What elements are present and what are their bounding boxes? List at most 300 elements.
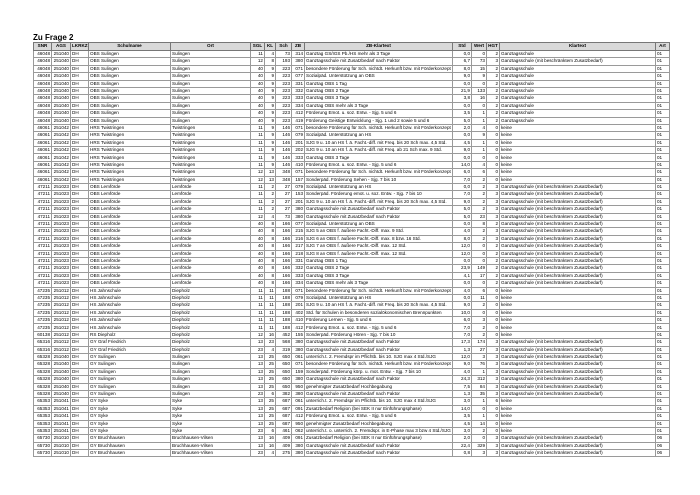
table-cell: 40 [251,228,265,235]
table-row [34,361,670,368]
page-title: Zu Frage 2 [33,33,74,42]
table-cell: besondere Förderung für Sch. nichtdt. Herkunft bzw. mit Förderkonzept [306,65,451,71]
table-cell: 47211 [34,243,52,250]
table-cell: keine [500,169,656,176]
table-cell: 079 [292,184,305,191]
table-cell: 65328 [34,368,52,375]
table-cell: 0 [472,405,487,412]
table-cell: 65730 [34,442,52,449]
table-cell: 1 [472,139,487,146]
table-cell: DH [71,58,89,65]
table-cell: 8 [265,58,276,65]
table-cell: 2 [487,80,500,87]
table-cell: Ganztagsschule (mit beschränktem Zusatzbedarf) [500,435,656,442]
table-cell: Lemförde [171,280,251,287]
table-cell: 13 [265,176,276,183]
table-cell: 40 [251,265,265,272]
table-row [34,51,670,58]
table-cell: Sulingen [171,361,251,368]
table-row [34,65,670,72]
table-cell: 0,0 [453,102,472,109]
table-cell: 380 [292,58,305,65]
table-cell: 47211 [34,235,52,242]
table-body [34,51,670,457]
table-cell: 061 [292,398,305,405]
table-cell: 01 [656,191,670,198]
table-cell: 1 [472,110,487,117]
table-cell: SJG 9 u. 10 an HS f. ä. Facht.-diff. mit Freq. bis 20 Sch max. 4,5 Std. [305,139,453,146]
table-cell: 380 [292,206,305,213]
table-row [34,390,670,397]
table-cell: 412 [292,413,305,420]
table-cell: Ganztagsschule (mit beschränktem Zusatzbedarf) [500,450,656,457]
table-cell: 9 [265,132,276,139]
table-cell: 166 [276,250,292,257]
table-cell: GY Graf Friedrich [89,346,171,353]
table-cell: 166 [276,272,292,279]
table-cell: 2 [487,95,500,102]
table-cell: Lemförde [171,243,251,250]
table-cell: 6 [472,169,487,176]
table-cell: Ganztagsschule mit Zusatzbedarf nach Faktor [305,206,453,213]
table-cell: Ganztag OBS 2 Tage [305,265,453,272]
table-cell: 2 [472,198,487,205]
table-cell: 01 [656,161,670,168]
table-row [34,405,670,412]
table-cell: 251023 [52,191,71,198]
table-cell: 4,1 [453,272,472,279]
table-row [34,368,670,375]
table-cell: 251040 [52,110,71,117]
table-cell: 0,0 [453,220,472,227]
table-cell: 73 [276,51,292,58]
table-cell: 40 [251,65,265,72]
table-cell: 13 [251,376,265,383]
table-cell: 46061 [34,132,52,139]
table-cell: 4,5 [453,139,472,146]
table-cell: 0 [472,309,487,316]
table-cell: Ganztagsschule [500,102,656,109]
table-cell: 65328 [34,390,52,397]
table-cell: 9,0 [453,198,472,205]
table-cell: Ganztagsschule mit Zusatzbedarf nach Faktor [305,213,453,220]
table-cell: Ganztagsschule (mit beschränktem Zusatzbedarf) [500,257,656,264]
table-cell: 8 [265,250,276,257]
table-cell: 650 [276,361,292,368]
table-cell: RS Diepholz [89,331,171,338]
table-cell: Sulingen [171,354,251,361]
table-cell: 223 [276,87,292,94]
table-cell: HRS Twistringen [89,139,171,146]
table-cell: 16 [265,442,276,449]
table-cell: 188 [276,302,292,309]
column-header: Sch [276,43,292,51]
table-cell: OBS Lemförde [89,191,171,198]
table-cell: Syke [171,427,251,434]
table-cell: Syke [171,405,251,412]
table-cell: Diepholz [171,339,251,346]
table-cell: 3 [472,317,487,324]
table-cell: 3 [487,198,500,205]
table-cell: 06 [656,450,670,457]
table-cell: 071 [292,65,305,72]
table-cell: 071 [292,169,305,176]
table-cell: 412 [292,110,305,117]
table-cell: 47235 [34,324,52,331]
table-cell: 251041 [52,413,71,420]
table-cell: DH [71,346,89,353]
table-row [34,184,670,191]
table-cell: 46048 [34,110,52,117]
table-cell: 12 [251,213,265,220]
table-cell: DH [71,51,89,58]
table-cell: 01 [656,265,670,272]
table-cell: 0 [487,139,500,146]
table-cell: 166 [276,280,292,287]
table-cell: 25 [265,354,276,361]
table-cell: 215 [292,228,305,235]
table-cell: 47235 [34,309,52,316]
table-cell: Syke [171,398,251,405]
table-cell: 3 [487,390,500,397]
table-cell: DH [71,220,89,227]
table-cell: 2 [472,191,487,198]
table-cell: DH [71,376,89,383]
table-cell: 251042 [52,124,71,131]
table-cell: 251010 [52,450,71,457]
table-cell: 2 [472,302,487,309]
table-cell: 2 [487,257,500,264]
table-cell: 13 [265,169,276,176]
table-cell: 0 [487,420,500,427]
table-cell: 2 [265,206,276,213]
table-row [34,102,670,109]
table-cell: Ganztag OBS 3 Tage [305,272,453,279]
table-cell: 251023 [52,213,71,220]
table-cell: DH [71,450,89,457]
table-cell: 950 [292,420,305,427]
table-cell: DH [71,80,89,87]
table-cell: 3 [472,450,487,457]
table-cell: 251023 [52,250,71,257]
table-cell: 312 [472,376,487,383]
table-cell: 2,0 [453,435,472,442]
table-cell: 65316 [34,339,52,346]
table-row [34,302,670,309]
table-cell: 46048 [34,58,52,65]
table-cell: 46048 [34,73,52,80]
table-cell: DH [71,287,89,294]
table-cell: GY Sulingen [89,376,171,383]
table-cell: Ganztagsschule (mit beschränktem Zusatzbedarf) [500,368,656,375]
table-cell: Ganztagsschule (mit beschränktem Zusatzbedarf) [500,272,656,279]
table-cell: OBS Sulingen [89,51,171,58]
table-cell: 47211 [34,280,52,287]
table-cell: 0 [487,154,500,161]
table-row [34,331,670,338]
table-cell: Sulingen [171,110,251,117]
table-cell: 9 [472,73,487,80]
table-cell: 2 [487,65,500,72]
table-cell: 2 [265,198,276,205]
table-cell: 01 [656,220,670,227]
table-cell: GY Syke [89,420,171,427]
table-cell: 8 [265,272,276,279]
table-cell: Förderung Emot. u. soz. Entw. - Sjg. 5 und 6 [305,110,453,117]
table-cell: Ganztagsschule [500,87,656,94]
table-cell: 166 [276,228,292,235]
table-cell: 091 [292,435,305,442]
table-cell: 47211 [34,191,52,198]
table-cell: 409 [276,442,292,449]
table-cell: Bruchhausen-Vilsen [171,442,251,449]
table-cell: 251012 [52,302,71,309]
table-cell: 5,0 [453,206,472,213]
table-cell: Ganztagsschule [500,51,656,58]
table-cell: keine [500,309,656,316]
table-cell: 65328 [34,383,52,390]
column-header: AGS [52,43,71,51]
table-cell: 11 [265,287,276,294]
table-cell: 11 [251,132,265,139]
table-cell: Förderung Lernen - Sjg. 5 und 6 [305,317,453,324]
table-cell: 46048 [34,95,52,102]
table-cell: DH [71,361,89,368]
table-cell: 251040 [52,102,71,109]
table-cell: 47211 [34,198,52,205]
table-cell: Ganztag OBS 3 Tage [305,95,453,102]
table-cell: 251042 [52,147,71,154]
table-cell: 65316 [34,346,52,353]
table-cell: 47211 [34,265,52,272]
table-cell: 332 [292,87,305,94]
table-cell: 6 [265,390,276,397]
table-cell: 40 [251,235,265,242]
table-cell: 16 [265,331,276,338]
table-cell: 3 [487,191,500,198]
table-cell: 46061 [34,139,52,146]
table-cell: 46061 [34,169,52,176]
table-cell: 9 [265,147,276,154]
table-cell: 47211 [34,184,52,191]
table-cell: OBS Sulingen [89,87,171,94]
table-cell: 13 [251,368,265,375]
table-cell: 65353 [34,427,52,434]
table-cell: DH [71,176,89,183]
table-cell: keine [500,147,656,154]
table-cell: 0 [487,147,500,154]
table-cell: 47211 [34,250,52,257]
table-cell: 01 [656,139,670,146]
table-cell: DH [71,95,89,102]
table-cell: 5,0 [453,213,472,220]
table-cell: Sozialpäd. Unterstützung an OBS [305,220,453,227]
table-cell: 22,4 [453,442,472,449]
column-header: Schulname [89,43,171,51]
table-cell: 251012 [52,339,71,346]
table-cell: 01 [656,398,670,405]
table-cell: 3,8 [453,95,472,102]
table-cell: 251023 [52,228,71,235]
table-cell: DH [71,110,89,117]
table-cell: 3 [487,58,500,65]
table-cell: 25 [265,420,276,427]
table-cell: DH [71,427,89,434]
table-cell: 251040 [52,368,71,375]
table-row [34,198,670,205]
table-cell: DH [71,161,89,168]
table-cell: 25 [265,383,276,390]
table-cell: 11 [472,294,487,301]
table-cell: Ganztagsschule [500,95,656,102]
table-cell: 251010 [52,442,71,449]
table-cell: 251040 [52,73,71,80]
table-cell: 01 [656,302,670,309]
table-cell: 40 [251,87,265,94]
table-row [34,250,670,257]
table-row [34,280,670,287]
table-cell: 2 [487,220,500,227]
table-cell: 11 [251,124,265,131]
table-cell: 251023 [52,272,71,279]
table-cell: 251023 [52,206,71,213]
table-cell: Lemförde [171,206,251,213]
table-cell: 331 [292,80,305,87]
table-cell: 9 [265,80,276,87]
table-cell: Diepholz [171,287,251,294]
table-cell: 13 [251,405,265,412]
table-cell: 01 [656,154,670,161]
table-cell: 46061 [34,124,52,131]
table-cell: 2 [487,243,500,250]
table-cell: 251040 [52,80,71,87]
table-cell: 380 [292,390,305,397]
table-cell: 9 [265,87,276,94]
table-cell: 01 [656,361,670,368]
table-cell: 11 [251,191,265,198]
table-cell: 5,0 [453,117,472,124]
table-cell: Ganztagsschule (mit beschränktem Zusatzbedarf) [500,228,656,235]
table-cell: 01 [656,184,670,191]
table-cell: DH [71,309,89,316]
table-cell: Diepholz [171,346,251,353]
table-cell: Sulingen [171,376,251,383]
table-cell: OBS Sulingen [89,95,171,102]
table-cell: 1 [472,117,487,124]
table-cell: 0 [487,331,500,338]
table-cell: 333 [292,95,305,102]
table-cell: Förderung Geistige Entwicklung - Sjg. 1 und 2 sowie 5 und 6 [305,117,453,124]
table-cell: keine [500,132,656,139]
table-cell: 223 [276,110,292,117]
table-cell: DH [71,383,89,390]
table-cell: 01 [656,250,670,257]
table-cell: SJG 7 an OBS f. äußere Facht.-Diff. max. 12 Std. [305,243,453,250]
table-cell: 01 [656,95,670,102]
table-cell: 251040 [52,58,71,65]
table-cell: 1,3 [453,346,472,353]
table-cell: besondere Förderung für Sch. nichtdt. Herkunft bzw. mit Förderkonzept [306,124,451,130]
table-cell: 40 [251,243,265,250]
table-cell: 3 [487,228,500,235]
table-cell: HS Jahnschule [89,317,171,324]
table-cell: Lemförde [171,235,251,242]
table-cell: 0 [472,280,487,287]
table-cell: 47235 [34,294,52,301]
table-cell: 319 [276,346,292,353]
table-cell: Ganztag OBS mehr als 3 Tage [305,280,453,287]
table-row [34,354,670,361]
table-cell: 9 [472,132,487,139]
table-cell: 1 [472,398,487,405]
table-cell: 12,0 [453,250,472,257]
table-cell: 27 [472,346,487,353]
table-cell: 4 [265,450,276,457]
table-cell: 14,0 [453,161,472,168]
table-cell: 11 [251,147,265,154]
table-cell: Ganztagsschule (mit beschränktem Zusatzbedarf) [500,265,656,272]
table-cell: 11 [251,51,265,58]
table-cell: 3,5 [453,413,472,420]
table-cell: 251040 [52,87,71,94]
table-cell: 47211 [34,206,52,213]
table-cell: 27 [276,184,292,191]
table-cell: 251041 [52,427,71,434]
table-cell: 251040 [52,117,71,124]
table-cell: 14,0 [453,405,472,412]
table-cell: 3 [487,383,500,390]
table-row [34,309,670,316]
table-cell: 251012 [52,309,71,316]
table-row [34,147,670,154]
table-cell: 3 [487,450,500,457]
table-row [34,287,670,294]
table-cell: 25 [265,413,276,420]
table-cell: Ganztagsschule (mit beschränktem Zusatzbedarf) [500,191,656,198]
table-cell: 166 [276,243,292,250]
table-cell: 4,5 [453,420,472,427]
table-cell: keine [500,413,656,420]
table-cell: 1 [472,368,487,375]
table-row [34,206,670,213]
table-cell: 3 [487,339,500,346]
table-cell: unterrich.t. o. unterrich. 2. Fremdspr. in E-Phase max 3 bzw 4 Std./SJG [306,427,451,433]
table-cell: 47235 [34,317,52,324]
table-cell: 4 [472,161,487,168]
table-cell: 0 [472,243,487,250]
table-cell: Sulingen [171,87,251,94]
table-cell: 251042 [52,169,71,176]
table-cell: 188 [276,287,292,294]
table-cell: 11 [251,206,265,213]
table-cell: 0,0 [453,280,472,287]
table-cell: 01 [656,420,670,427]
table-cell: 0 [472,154,487,161]
table-cell: 2 [265,191,276,198]
table-cell: 01 [656,117,670,124]
table-cell: 01 [656,147,670,154]
table-cell: 251012 [52,294,71,301]
table-cell: 01 [656,80,670,87]
table-cell: 188 [276,324,292,331]
table-cell: 01 [656,339,670,346]
table-cell: 251042 [52,176,71,183]
table-cell: OBS Sulingen [89,58,171,65]
column-header: ZB-Klartext [305,43,453,51]
table-cell: DH [71,206,89,213]
column-header: Wert [472,43,487,51]
table-cell: 091 [292,405,305,412]
